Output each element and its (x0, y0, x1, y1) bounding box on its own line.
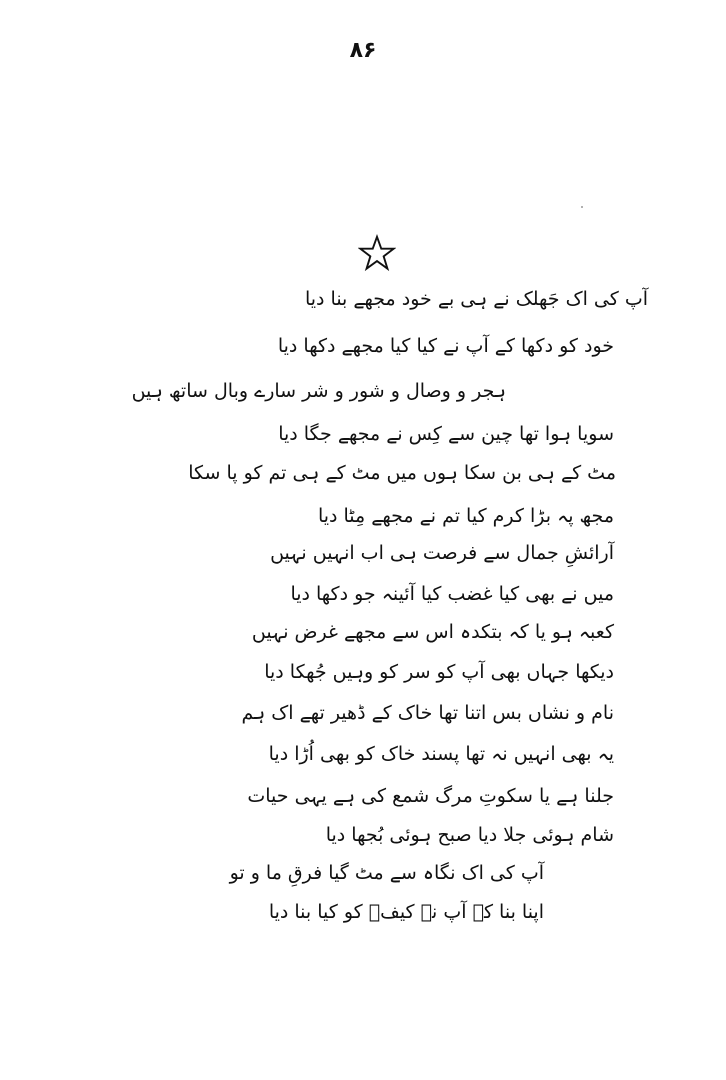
poem-line: ہجر و وصال و شور و شر سارے وبال ساتھ ہیں (131, 380, 506, 402)
poem-line: شام ہوئی جلا دیا صبح ہوئی بُجھا دیا (325, 824, 614, 846)
page-number: ۸۶ (349, 38, 377, 63)
poem-line: کعبہ ہو یا کہ بتکدہ اس سے مجھے غرض نہیں (251, 621, 614, 643)
poem-line: اپنا بنا کے آپ نے کیفؔ کو کیا بنا دیا (268, 901, 544, 923)
poem-line: آپ کی اک نگاہ سے مٹ گیا فرقِ ما و تو (229, 862, 544, 884)
poem-line: سویا ہوا تھا چین سے کِس نے مجھے جگا دیا (278, 423, 614, 445)
poem-line: دیکھا جہاں بھی آپ کو سر کو وہیں جُھکا دیا (264, 661, 614, 683)
poem-line: آپ کی اک جَھلک نے ہی بے خود مجھے بنا دیا (304, 288, 648, 310)
poem-line: آرائشِ جمال سے فرصت ہی اب انہیں نہیں (270, 542, 614, 564)
poem-line: خود کو دکھا کے آپ نے کیا کیا مجھے دکھا دیا (277, 335, 614, 357)
poem-line: مجھ پہ بڑا کرم کیا تم نے مجھے مِٹا دیا (317, 505, 614, 527)
poem-line: میں نے بھی کیا غضب کیا آئینہ جو دکھا دیا (290, 583, 614, 605)
poem-line: نام و نشاں بس اتنا تھا خاک کے ڈھیر تھے اک ہم (241, 702, 614, 724)
paper-speck (581, 206, 583, 208)
poem-line: یہ بھی انہیں نہ تھا پسند خاک کو بھی اُڑا دیا (268, 743, 614, 765)
poem-line: جلنا ہے یا سکوتِ مرگ شمع کی ہے یہی حیات (247, 785, 614, 807)
star-icon (358, 234, 396, 272)
poem-line: مٹ کے ہی بن سکا ہوں میں مٹ کے ہی تم کو پا سکا (188, 462, 616, 484)
